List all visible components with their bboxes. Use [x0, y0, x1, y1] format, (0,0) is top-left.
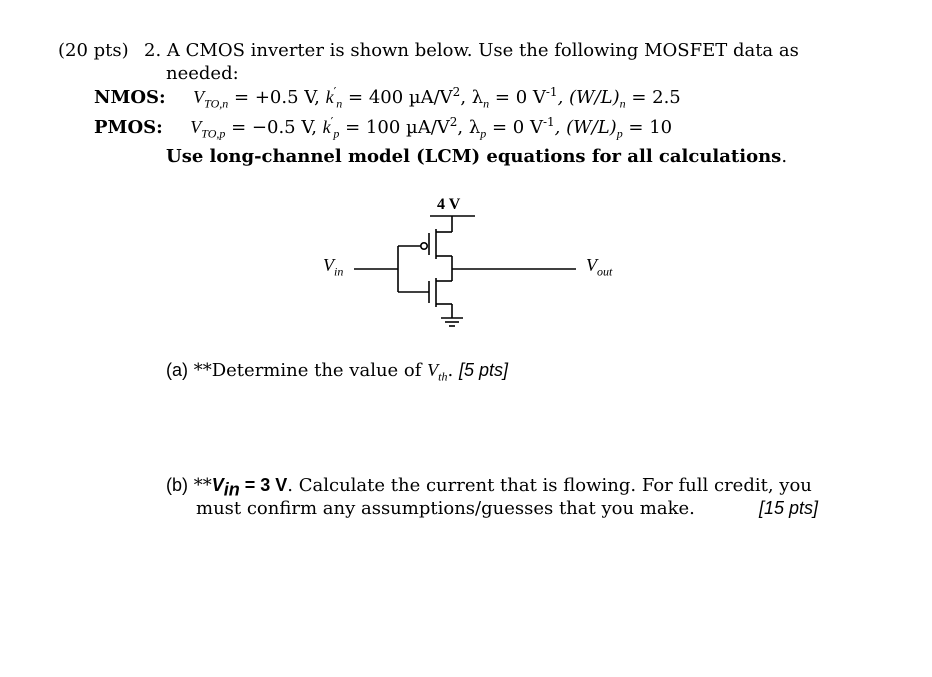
part-a — [166, 360, 508, 384]
pmos-vt-subscript: TO,p — [201, 126, 226, 141]
nmos-lambda-symbol: , λ — [460, 87, 484, 108]
nmos-label: NMOS: — [94, 87, 166, 108]
supply-label: 4 V — [437, 196, 461, 213]
pmos-vt-symbol: V — [190, 117, 202, 137]
instruction-period: . — [781, 146, 788, 167]
part-b-stars: ** — [188, 475, 212, 496]
instruction-text: Use long-channel model (LCM) equations for all calculations — [166, 146, 782, 167]
pmos-lambda-exponent: -1 — [542, 115, 555, 129]
part-b-line-2 — [196, 498, 695, 519]
pmos-gate-bubble — [421, 243, 427, 249]
nmos-wl-subscript: n — [619, 96, 626, 111]
pmos-wl-symbol: , (W/L) — [554, 117, 617, 138]
pmos-vt-value: = −0.5 V, — [225, 117, 323, 138]
question-number: 2. — [144, 40, 162, 61]
part-b-symbol: V — [211, 475, 224, 495]
vin-symbol: V — [323, 255, 334, 275]
part-a-points: [5 pts] — [458, 360, 508, 380]
nmos-lambda-exponent: -1 — [545, 85, 558, 99]
pmos-k-value: = 100 µA/V — [339, 117, 450, 138]
vin-label — [323, 255, 344, 279]
nmos-lambda-value: = 0 V — [489, 87, 546, 108]
nmos-k-value: = 400 µA/V — [342, 87, 453, 108]
vout-label — [586, 255, 613, 279]
nmos-k-exponent: 2 — [452, 85, 461, 99]
pmos-lambda-symbol: , λ — [457, 117, 481, 138]
part-a-symbol: V — [427, 360, 439, 380]
nmos-lambda-subscript: n — [483, 96, 490, 111]
nmos-vt-value: = +0.5 V, — [228, 87, 326, 108]
intro-line-2: needed: — [166, 63, 239, 84]
pmos-k-subscript: p — [333, 126, 340, 141]
part-a-end: . — [447, 360, 459, 381]
part-a-text: **Determine the value of — [188, 360, 428, 381]
intro-line-1: A CMOS inverter is shown below. Use the following MOSFET data as — [166, 40, 799, 61]
part-b-label: (b) — [166, 475, 188, 495]
nmos-wl-symbol: , (W/L) — [557, 87, 620, 108]
pmos-lambda-value: = 0 V — [486, 117, 543, 138]
pmos-wl-value: = 10 — [622, 117, 673, 138]
nmos-k-symbol: k — [325, 87, 334, 107]
pmos-wl-subscript: p — [616, 126, 623, 141]
nmos-row: NMOS: $V_{TO,n} = +0.5$ V, $k'_n = 400$ $\mu A/V^2$, $\lambda_n = 0$ $V^{-1}$, $(W/L)_n = 2.5$ — [94, 85, 681, 111]
nmos-wl-value: = 2.5 — [625, 87, 681, 108]
part-a-label: (a) — [166, 360, 188, 380]
part-b-line-1 — [166, 475, 812, 500]
part-a-subscript: th — [438, 369, 448, 384]
pmos-lambda-subscript: p — [480, 126, 487, 141]
pmos-row: PMOS: $V_{TO,p} = -0.5$ V, $k'_p = 100$ $\mu A/V^2$, $\lambda_p = 0$ $V^{-1}$, $(W/L)_p = 10$ — [94, 115, 673, 141]
vin-subscript: in — [334, 264, 344, 279]
part-b-subscript: in — [223, 479, 240, 500]
pmos-k-symbol: k — [322, 117, 331, 137]
pmos-label: PMOS: — [94, 117, 163, 138]
nmos-vt-symbol: V — [193, 87, 205, 107]
vout-subscript: out — [597, 264, 613, 279]
part-b-text-1: . Calculate the current that is flowing. For full credit, you — [287, 475, 812, 496]
pmos-k-exponent: 2 — [449, 115, 458, 129]
part-b-equation: = 3 V — [239, 475, 288, 495]
points-label: (20 pts) — [58, 40, 129, 61]
nmos-vt-subscript: TO,n — [204, 96, 229, 111]
part-b-points: [15 pts] — [759, 498, 819, 518]
part-b-text-2: must confirm any assumptions/guesses that you make. — [196, 498, 695, 519]
nmos-k-subscript: n — [336, 96, 343, 111]
vout-symbol: V — [586, 255, 597, 275]
